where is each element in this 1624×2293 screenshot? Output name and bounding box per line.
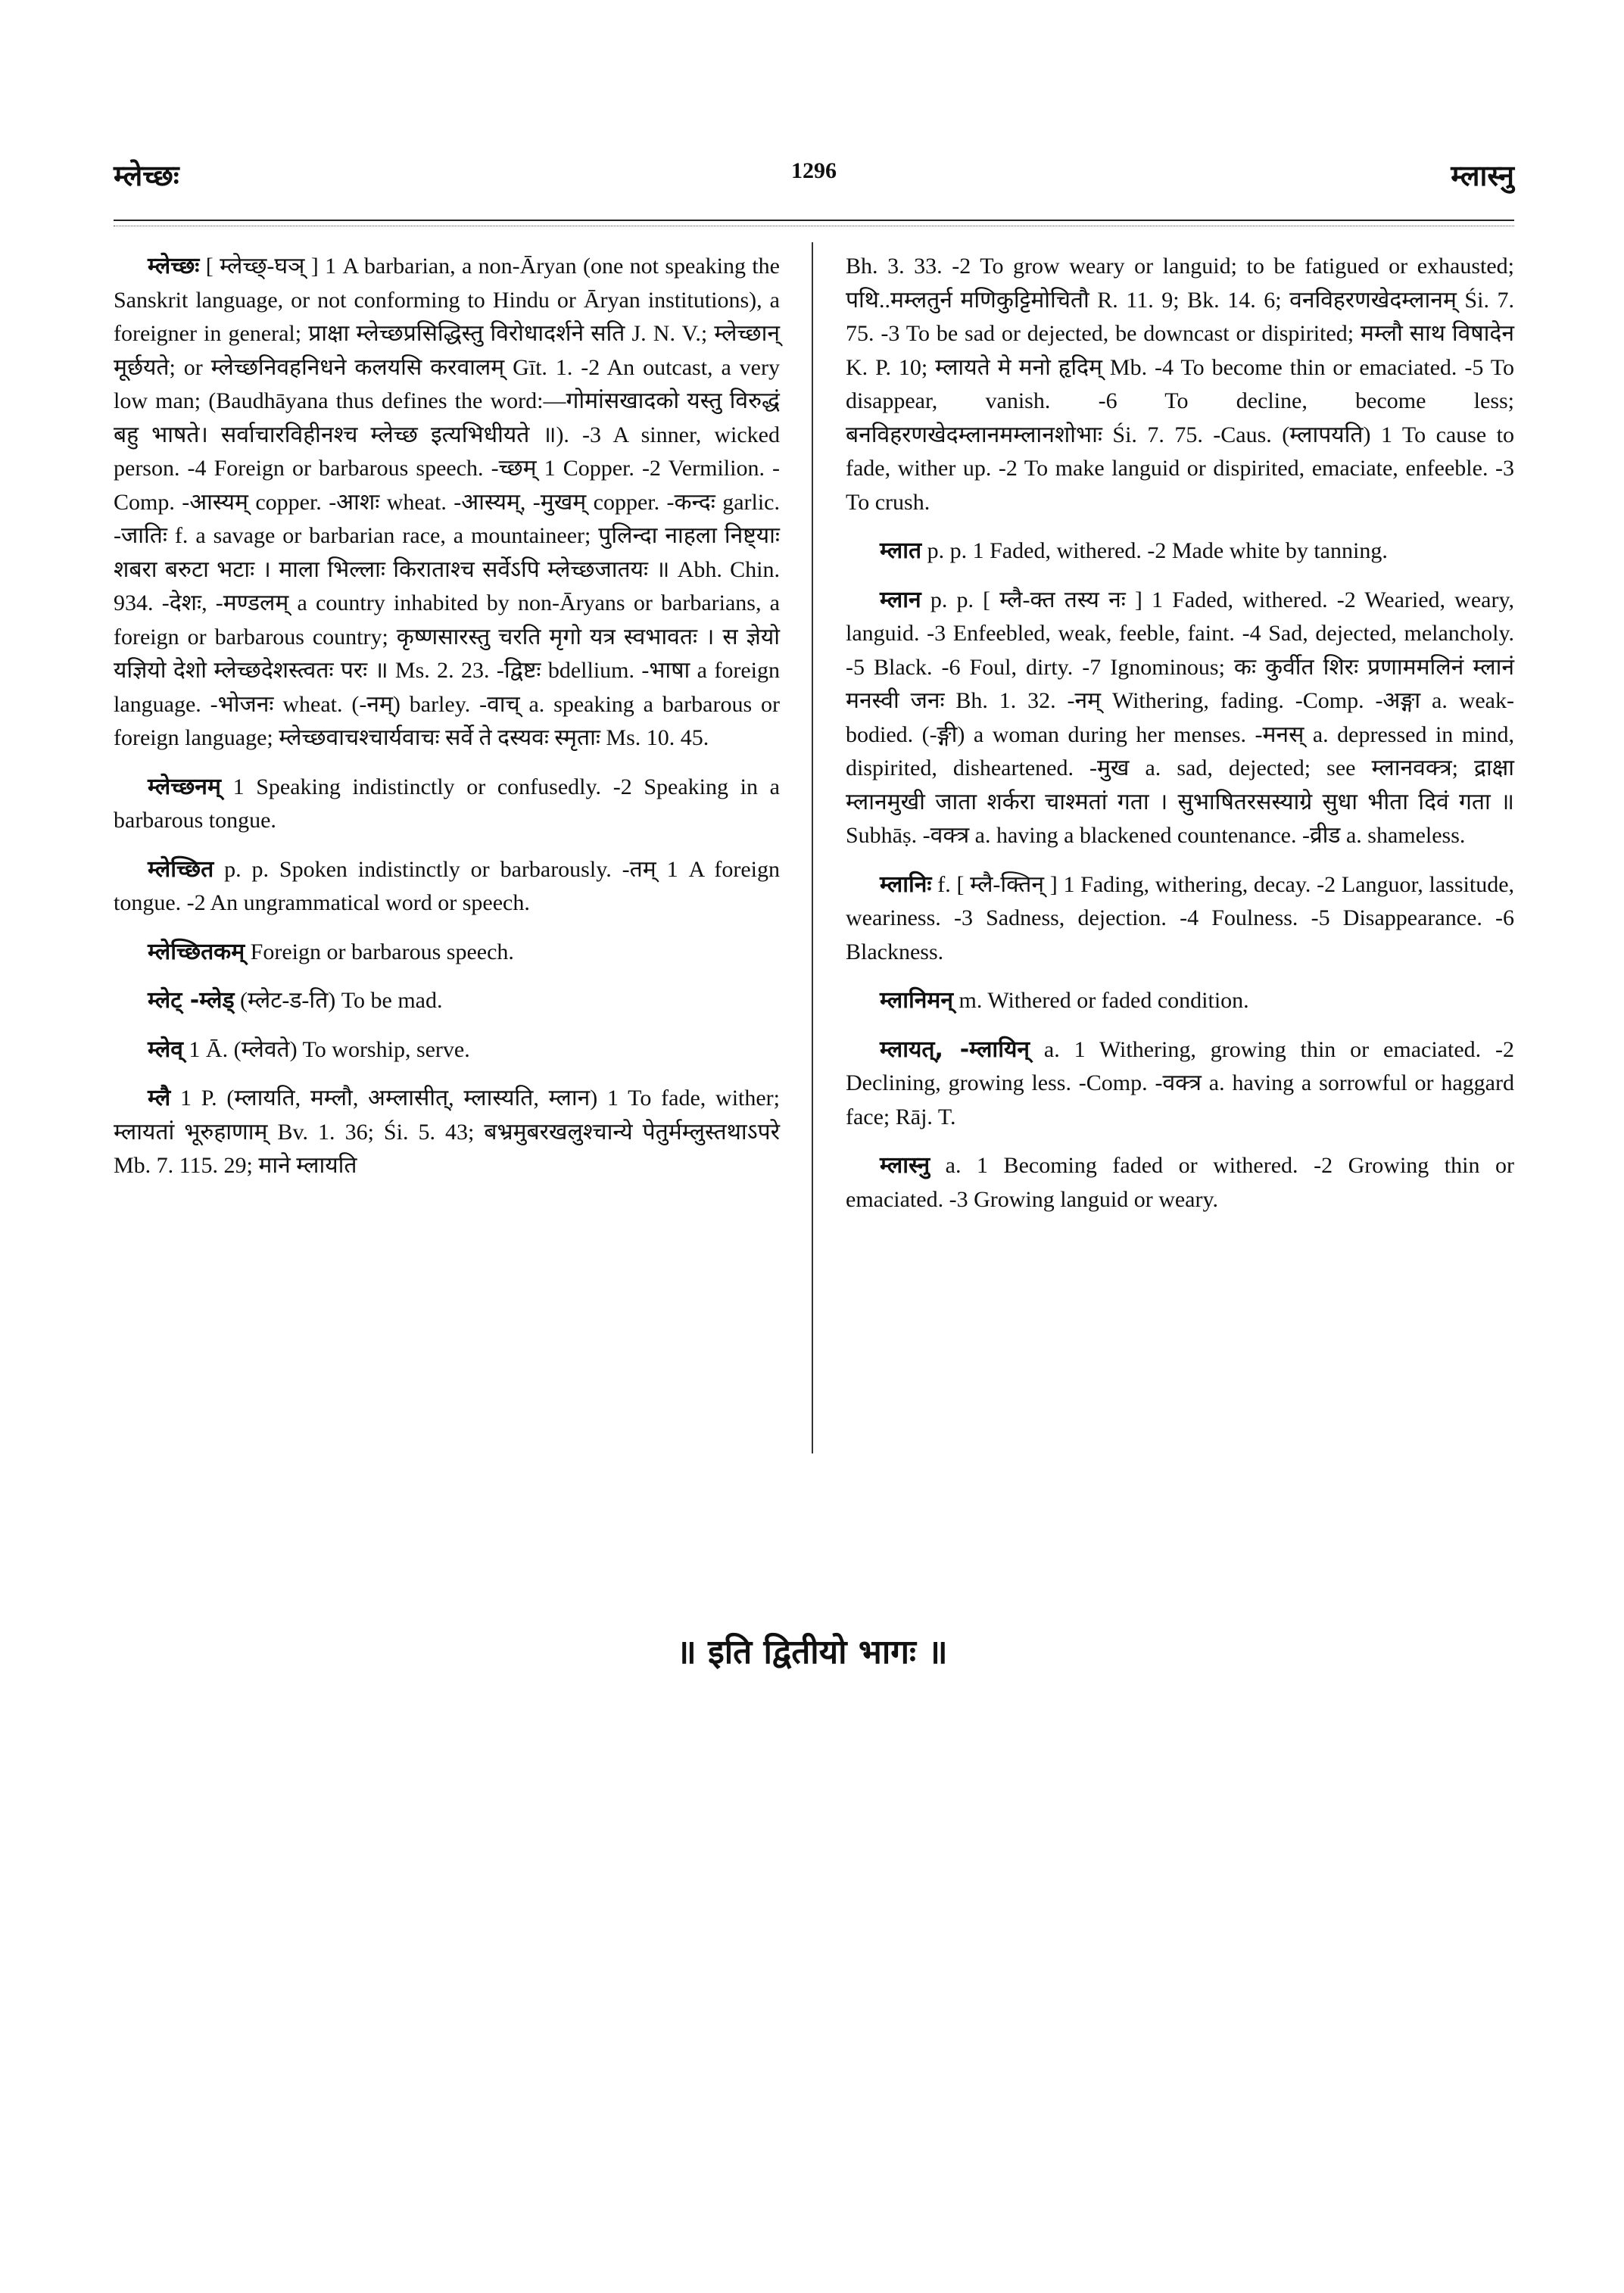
- entry-headword: म्लान: [880, 586, 921, 613]
- entry-headword: म्लेच्छः: [148, 253, 200, 279]
- entry-body: a. 1 Withering, growing thin or emaciated. -2 Declining, growing less. -Comp. -वक्त्र a. having a sorrowful or haggard face; Rāj. T.: [846, 1036, 1515, 1129]
- entry-headword: म्लेच्छित: [148, 855, 214, 883]
- entry-headword: म्लेव्: [148, 1036, 183, 1063]
- entry-body: f. [ म्लै-क्तिन् ] 1 Fading, withering, decay. -2 Languor, lassitude, weariness. -3 Sadness, dejection. -4 Foulness. -5 Disappearance. -6 Blackness.: [846, 871, 1515, 964]
- dictionary-entry: [846, 984, 1514, 1018]
- entry-headword: म्लेट् -म्लेड्: [148, 987, 235, 1014]
- page-header: [114, 155, 1514, 201]
- entry-headword: म्लात: [880, 537, 922, 564]
- dictionary-entry: [846, 584, 1514, 853]
- dictionary-entry: [114, 1033, 780, 1067]
- dictionary-entry: [846, 1149, 1514, 1217]
- volume-end-colophon: ॥ इति द्वितीयो भागः ॥: [676, 1633, 948, 1671]
- column-divider: [812, 242, 813, 1453]
- dictionary-entry: [846, 534, 1514, 569]
- dictionary-entry: [114, 771, 780, 838]
- entry-headword: म्लास्नु: [880, 1152, 930, 1179]
- entry-body: p. p. Spoken indistinctly or barbarously. -तम् 1 A foreign tongue. -2 An ungrammatical word or speech.: [114, 856, 780, 915]
- entry-body: 1 Ā. (म्लेवते) To worship, serve.: [189, 1036, 470, 1062]
- page-number: 1296: [791, 158, 837, 183]
- entry-body: p. p. [ म्लै-क्त तस्य नः ] 1 Faded, withered. -2 Wearied, weary, languid. -3 Enfeebled, weak, feeble, faint. -4 Sad, dejected, melancholy. -5 Black. -6 Foul, dirty. -7 Ignominous; कः कुर्वीत शिरः प्रणाममलिनं म्लानं मनस्वी जनः Bh. 1. 32. -नम् Withering, fading. -Comp. -अङ्गा a. weak-bodied. (-ङ्गी) a woman during her menses. -मनस् a. depressed in mind, dispirited, disheartened. -मुख a. sad, dejected; see म्लानवक्त्र; द्राक्षा म्लानमुखी जाता शर्करा चाश्मतां गता । सुभाषितरसस्याग्रे सुधा भीता दिवं गता ॥ Subhāṣ. -वक्त्र a. having a blackened countenance. -व्रीड a. shameless.: [846, 587, 1514, 848]
- dictionary-entry-continuation: [846, 250, 1514, 519]
- entry-headword: म्लेच्छितकम्: [148, 938, 245, 965]
- entry-body: a. 1 Becoming faded or withered. -2 Growing thin or emaciated. -3 Growing languid or weary.: [846, 1153, 1515, 1212]
- dictionary-entry: [114, 250, 780, 756]
- dictionary-entry: [846, 1033, 1514, 1135]
- header-rule: [114, 220, 1514, 221]
- entry-body: 1 Speaking indistinctly or confusedly. -2 Speaking in a barbarous tongue.: [114, 774, 780, 833]
- dictionary-entry: [114, 1082, 780, 1183]
- entry-body: (म्लेट-ड-ति) To be mad.: [240, 988, 443, 1013]
- left-column: [114, 250, 780, 1198]
- dictionary-entry: [114, 853, 780, 921]
- entry-body: m. Withered or faded condition.: [959, 988, 1249, 1013]
- entry-headword: म्लै: [148, 1085, 171, 1111]
- entry-body: [ म्लेच्छ्-घञ् ] 1 A barbarian, a non-Āryan (one not speaking the Sanskrit language, or not conforming to Hindu or Āryan institutions), a foreigner in general; प्राक्षा म्लेच्छप्रसिद्धिस्तु विरोधादर्शने सति J. N. V.; म्लेच्छान् मूर्छयते; or म्लेच्छनिवहनिधने कलयसि करवालम् Gīt. 1. -2 An outcast, a very low man; (Baudhāyana thus defines the word:—गोमांसखादको यस्तु विरुद्धं बहु भाषते। सर्वाचारविहीनश्च म्लेच्छ इत्यभिधीयते ॥). -3 A sinner, wicked person. -4 Foreign or barbarous speech. -च्छम् 1 Copper. -2 Vermilion. -Comp. -आस्यम् copper. -आशः wheat. -आस्यम्, -मुखम् copper. -कन्दः garlic. -जातिः f. a savage or barbarian race, a mountaineer; पुलिन्दा नाहला निष्ट्याः शबरा बरुटा भटाः । माला भिल्लाः किराताश्च सर्वेऽपि म्लेच्छजातयः ॥ Abh. Chin. 934. -देशः, -मण्डलम् a country inhabited by non-Āryans or barbarians, a foreign or barbarous country; कृष्णसारस्तु चरति मृगो यत्र स्वभावतः । स ज्ञेयो यज्ञियो देशो म्लेच्छदेशस्त्वतः परः ॥ Ms. 2. 23. -द्विष्टः bdellium. -भाषा a foreign language. -भोजनः wheat. (-नम्) barley. -वाच् a. speaking a barbarous or foreign language; म्लेच्छवाचश्चार्यवाचः सर्वे ते दस्यवः स्मृताः Ms. 10. 45.: [114, 254, 780, 750]
- header-right-guide-word: म्लास्नु: [1451, 159, 1514, 192]
- right-column: [846, 250, 1514, 1232]
- header-left-guide-word: म्लेच्छः: [114, 159, 179, 192]
- entry-headword: म्लानिमन्: [880, 987, 954, 1014]
- entry-body: Foreign or barbarous speech.: [250, 939, 514, 964]
- dictionary-entry: [846, 868, 1514, 970]
- dictionary-entry: [114, 984, 780, 1018]
- entry-headword: म्लेच्छनम्: [148, 773, 221, 800]
- entry-headword: म्लायत्, -म्लायिन्: [880, 1036, 1030, 1063]
- entry-body: 1 P. (म्लायति, मम्लौ, अम्लासीत्, म्लास्यति, म्लान) 1 To fade, wither; म्लायतां भूरुहाणाम् Bv. 1. 36; Śi. 5. 43; बभ्रमुबरखलुश्चान्ये पेतुर्मम्लुस्तथाऽपरे Mb. 7. 115. 29; माने म्लायति: [114, 1086, 781, 1178]
- entry-body: p. p. 1 Faded, withered. -2 Made white by tanning.: [927, 538, 1388, 563]
- entry-headword: म्लानिः: [880, 871, 932, 898]
- dictionary-entry: [114, 936, 780, 970]
- entry-body: Bh. 3. 33. -2 To grow weary or languid; to be fatigued or exhausted; पथि..मम्लतुर्न मणिकुट्टिमोचितौ R. 11. 9; Bk. 14. 6; वनविहरणखेदम्लानम् Śi. 7. 75. -3 To be sad or dejected, be downcast or dispirited; मम्लौ साथ विषादेन K. P. 10; म्लायते मे मनो हृदिम् Mb. -4 To become thin or emaciated. -5 To disappear, vanish. -6 To decline, become less; बनविहरणखेदम्लानमम्लानशोभाः Śi. 7. 75. -Caus. (म्लापयति) 1 To cause to fade, wither up. -2 To make languid or dispirited, emaciate, enfeeble. -3 To crush.: [846, 254, 1514, 515]
